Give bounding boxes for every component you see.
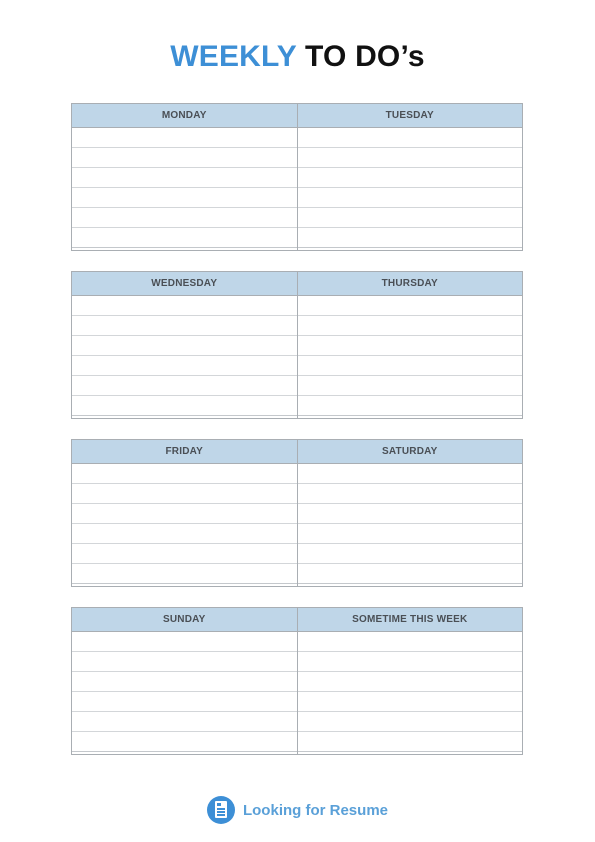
todo-line[interactable]	[298, 692, 523, 712]
todo-line[interactable]	[72, 148, 297, 168]
todo-line[interactable]	[72, 208, 297, 228]
resume-document-icon	[207, 796, 235, 824]
todo-line[interactable]	[72, 296, 297, 316]
todo-line[interactable]	[298, 336, 523, 356]
day-column-sunday	[72, 608, 297, 754]
todo-line[interactable]	[72, 544, 297, 564]
todo-line[interactable]	[72, 356, 297, 376]
title-accent: WEEKLY	[170, 40, 297, 73]
column-header: SUNDAY	[72, 608, 297, 632]
todo-line[interactable]	[298, 296, 523, 316]
todo-line[interactable]	[72, 336, 297, 356]
todo-line[interactable]	[298, 504, 523, 524]
todo-line[interactable]	[298, 632, 523, 652]
todo-line[interactable]	[298, 188, 523, 208]
todo-block-4	[71, 607, 523, 755]
todo-line[interactable]	[298, 524, 523, 544]
todo-line[interactable]	[298, 396, 523, 416]
todo-line[interactable]	[298, 128, 523, 148]
todo-block-2	[71, 271, 523, 419]
todo-line[interactable]	[72, 316, 297, 336]
column-header: MONDAY	[72, 104, 297, 128]
todo-line[interactable]	[298, 732, 523, 752]
todo-line[interactable]	[72, 632, 297, 652]
todo-line[interactable]	[72, 732, 297, 752]
todo-line[interactable]	[298, 208, 523, 228]
sometime-this-week-column	[297, 608, 523, 754]
todo-line[interactable]	[298, 316, 523, 336]
todo-line[interactable]	[298, 168, 523, 188]
todo-line[interactable]	[298, 544, 523, 564]
todo-line[interactable]	[298, 376, 523, 396]
column-header: SATURDAY	[298, 440, 523, 464]
brand-name: Looking for Resume	[242, 801, 388, 819]
todo-line[interactable]	[72, 376, 297, 396]
todo-line[interactable]	[72, 504, 297, 524]
todo-block-1	[71, 103, 523, 251]
todo-line[interactable]	[72, 524, 297, 544]
todo-line[interactable]	[72, 692, 297, 712]
todo-line[interactable]	[72, 228, 297, 248]
todo-line[interactable]	[72, 396, 297, 416]
todo-line[interactable]	[72, 484, 297, 504]
column-header: THURSDAY	[298, 272, 523, 296]
todo-line[interactable]	[298, 564, 523, 584]
todo-line[interactable]	[298, 148, 523, 168]
column-header: TUESDAY	[298, 104, 523, 128]
todo-block-3	[71, 439, 523, 587]
todo-line[interactable]	[298, 464, 523, 484]
page-title	[0, 40, 595, 74]
todo-line[interactable]	[298, 356, 523, 376]
footer-brand	[0, 796, 595, 824]
todo-line[interactable]	[298, 228, 523, 248]
todo-line[interactable]	[72, 464, 297, 484]
todo-line[interactable]	[298, 484, 523, 504]
column-header: WEDNESDAY	[72, 272, 297, 296]
day-column-saturday	[297, 440, 523, 586]
title-rest: TO DO’s	[305, 40, 425, 73]
todo-line[interactable]	[298, 712, 523, 732]
day-column-thursday	[297, 272, 523, 418]
todo-line[interactable]	[72, 168, 297, 188]
todo-line[interactable]	[72, 652, 297, 672]
day-column-tuesday	[297, 104, 523, 250]
todo-line[interactable]	[298, 672, 523, 692]
day-column-friday	[72, 440, 297, 586]
day-column-monday	[72, 104, 297, 250]
todo-line[interactable]	[72, 712, 297, 732]
todo-line[interactable]	[72, 672, 297, 692]
todo-line[interactable]	[72, 188, 297, 208]
todo-line[interactable]	[72, 564, 297, 584]
day-column-wednesday	[72, 272, 297, 418]
todo-line[interactable]	[298, 652, 523, 672]
column-header: FRIDAY	[72, 440, 297, 464]
todo-line[interactable]	[72, 128, 297, 148]
column-header: SOMETIME THIS WEEK	[298, 608, 523, 632]
